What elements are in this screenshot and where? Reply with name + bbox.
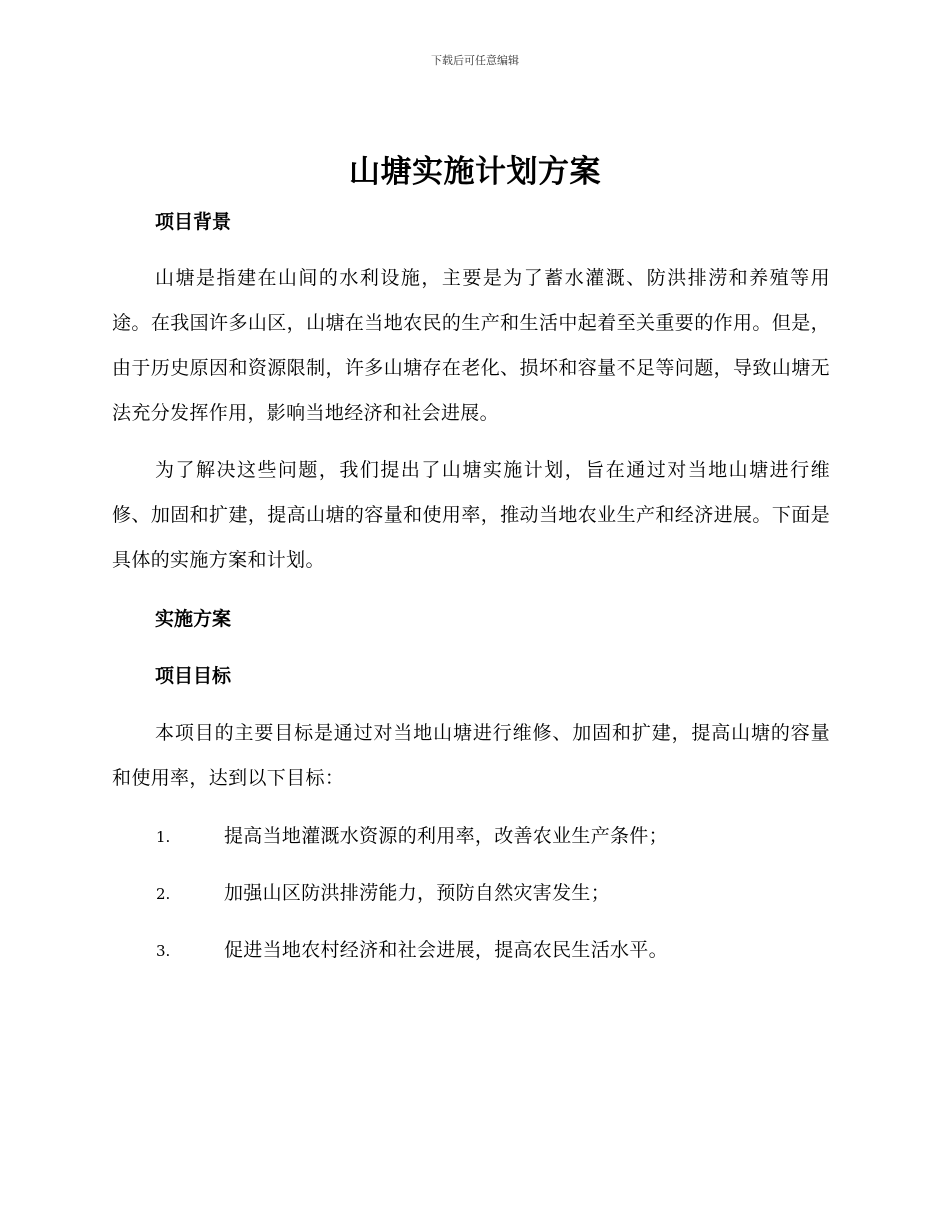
list-number: 2. (156, 885, 171, 903)
list-number: 1. (156, 828, 171, 846)
section-heading-goal: 项目目标 (155, 665, 232, 687)
list-text: 加强山区防洪排涝能力，预防自然灾害发生； (224, 882, 611, 904)
list-number: 3. (156, 942, 171, 960)
header-note: 下载后可任意编辑 (431, 54, 519, 67)
document-title: 山塘实施计划方案 (349, 154, 601, 190)
list-text: 促进当地农村经济和社会进展，提高农民生活水平。 (224, 939, 668, 961)
goal-paragraph: 本项目的主要目标是通过对当地山塘进行维修、加固和扩建，提高山塘的容量和使用率，达到以下目标： (112, 722, 830, 789)
section-heading-plan: 实施方案 (155, 608, 232, 630)
list-text: 提高当地灌溉水资源的利用率，改善农业生产条件； (224, 825, 668, 847)
section-heading-background: 项目背景 (155, 211, 232, 233)
background-paragraph-2: 为了解决这些问题，我们提出了山塘实施计划，旨在通过对当地山塘进行维修、加固和扩建，提高山塘的容量和使用率，推动当地农业生产和经济进展。下面是具体的实施方案和计划。 (112, 459, 830, 571)
background-paragraph-1: 山塘是指建在山间的水利设施，主要是为了蓄水灌溉、防洪排涝和养殖等用途。在我国许多山区，山塘在当地农民的生产和生活中起着至关重要的作用。但是，由于历史原因和资源限制，许多山塘存在老化、损坏和容量不足等问题，导致山塘无法充分发挥作用，影响当地经济和社会进展。 (112, 267, 830, 424)
